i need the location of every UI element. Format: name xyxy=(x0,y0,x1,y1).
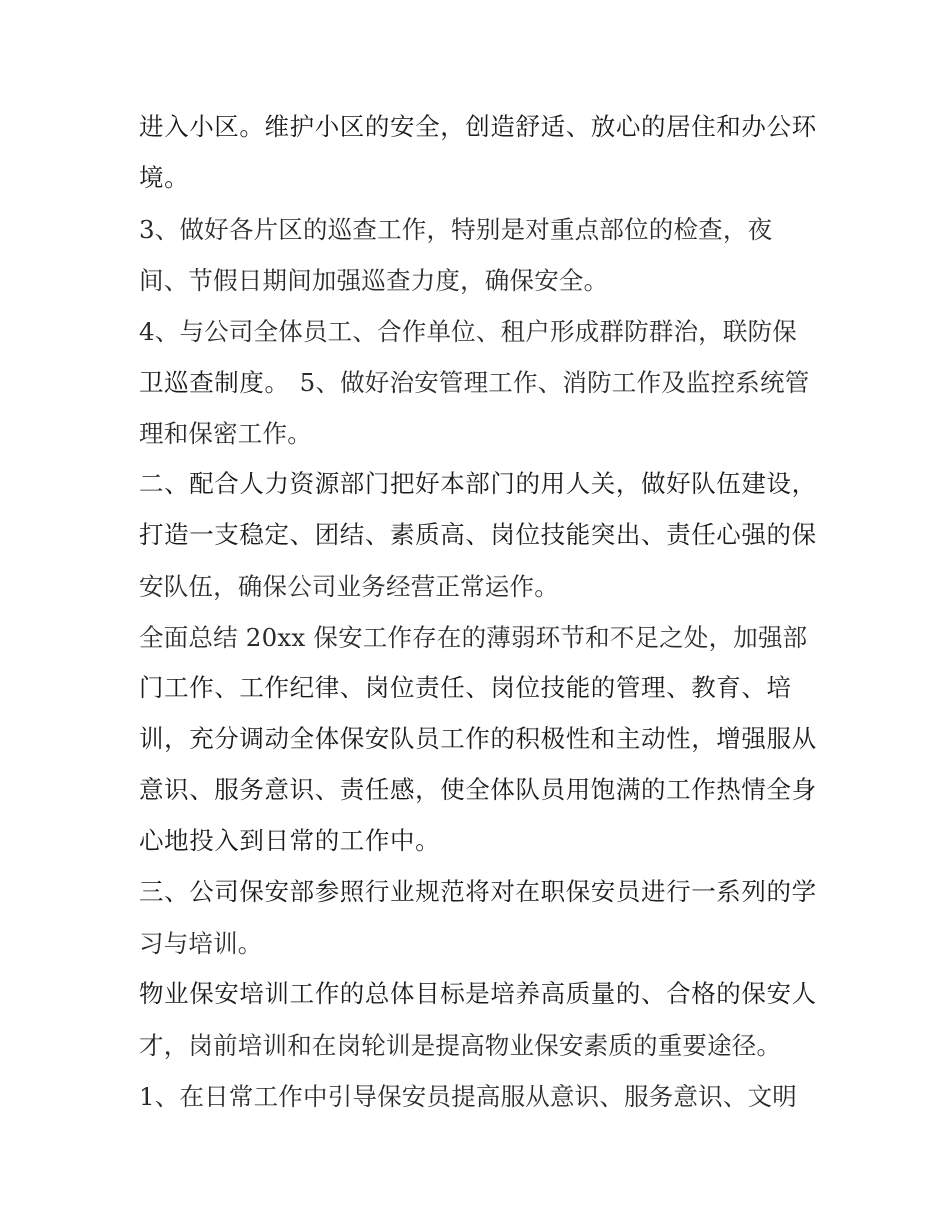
text-segment: 意识、服务意识、责任感，使全体队员用饱满的工作热情全身 xyxy=(139,777,817,804)
text-segment: 习与培训。 xyxy=(139,929,263,958)
text-segment: 才，岗前培训和在岗轮训是提高物业保安素质的重要途径。 xyxy=(139,1031,782,1060)
text-segment: 理和保密工作。 xyxy=(139,419,312,448)
text-segment: 三、公司保安部参照行业规范将对在职保安员进行一系列的学 xyxy=(139,879,817,906)
text-line xyxy=(139,622,807,654)
text-segment: 门工作、工作纪律、岗位责任、岗位技能的管理、教育、培 xyxy=(139,675,792,702)
text-line xyxy=(139,265,608,297)
text-line xyxy=(139,673,792,705)
text-segment: 心地投入到日常的工作中。 xyxy=(139,828,441,855)
text-segment: 1、在日常工作中引导保安员提高服从意识、服务意识、文明 xyxy=(139,1082,797,1111)
text-line xyxy=(139,724,817,756)
text-segment: 境。 xyxy=(139,165,190,192)
text-segment: 卫巡查制度。 xyxy=(139,370,290,397)
text-segment: 安队伍，确保公司业务经营正常运作。 xyxy=(139,572,559,601)
text-line xyxy=(139,775,817,807)
text-segment: 3、做好各片区的巡查工作，特别是对重点部位的检查，夜 xyxy=(139,215,773,244)
text-line xyxy=(139,112,817,144)
text-line xyxy=(139,1081,797,1113)
section-heading xyxy=(139,877,817,909)
text-line xyxy=(139,418,312,450)
text-line xyxy=(139,928,263,960)
text-line xyxy=(139,367,809,399)
text-segment: 物业保安培训工作的总体目标是培养高质量的、合格的保安人 xyxy=(139,981,817,1008)
text-line xyxy=(139,826,440,858)
text-segment: 5、做好治安管理工作、消防工作及监控系统管 xyxy=(299,368,810,397)
text-segment: 4、与公司全体员工、合作单位、租户形成群防群治，联防保 xyxy=(139,317,797,346)
text-segment: 打造一支稳定、团结、素质高、岗位技能突出、责任心强的保 xyxy=(139,522,817,549)
text-line xyxy=(139,979,817,1011)
text-segment: 二、配合人力资源部门把好本部门的用人关，做好队伍建设， xyxy=(139,471,817,498)
section-heading xyxy=(139,469,817,501)
text-segment: 训，充分调动全体保安队员工作的积极性和主动性，增强服从 xyxy=(139,726,817,753)
text-segment: 间、节假日期间加强巡查力度，确保安全。 xyxy=(139,266,609,295)
text-segment: 全面总结 20xx 保安工作存在的薄弱环节和不足之处，加强部 xyxy=(139,623,808,652)
text-line xyxy=(139,316,797,348)
text-line xyxy=(139,571,559,603)
text-segment: 进入小区。维护小区的安全，创造舒适、放心的居住和办公环 xyxy=(139,114,817,141)
text-line xyxy=(139,520,817,552)
text-line xyxy=(139,214,772,246)
text-line xyxy=(139,163,189,195)
text-line xyxy=(139,1030,781,1062)
